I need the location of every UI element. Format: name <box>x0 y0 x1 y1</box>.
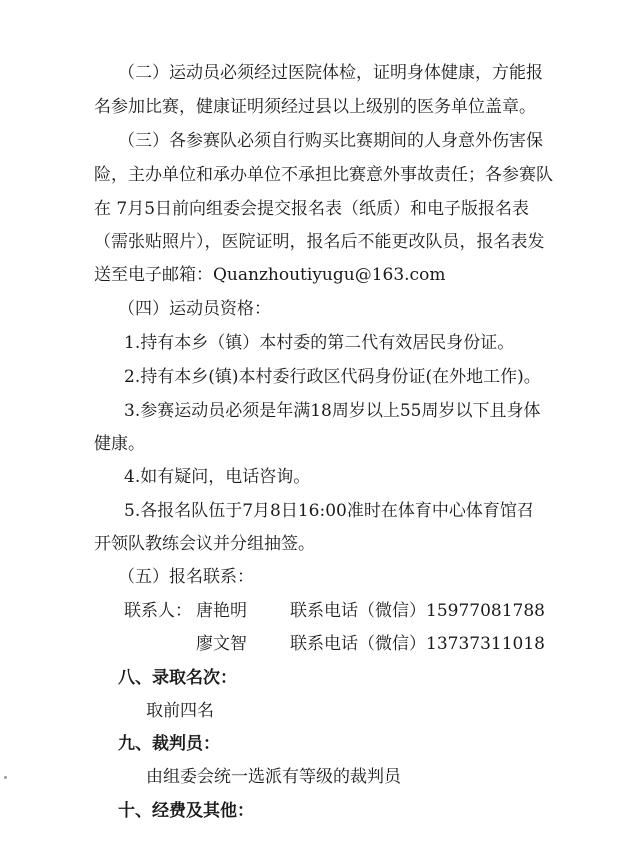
para-3-line-4: （需张贴照片），医院证明，报名后不能更改队员，报名表发 <box>94 232 545 252</box>
para-3-line-5: 送至电子邮箱：Quanzhoutiyugu@163.com <box>94 265 446 285</box>
item-3-line-1: 3.参赛运动员必须是年满18周岁以上55周岁以下且身体 <box>124 401 541 421</box>
contact-1-name: 唐艳明 <box>196 601 247 621</box>
item-5-line-2: 开领队教练会议并分组抽签。 <box>94 534 315 554</box>
para-3-line-2: 险，主办单位和承办单位不承担比赛意外事故责任；各参赛队 <box>94 165 553 185</box>
item-4: 4.如有疑问，电话咨询。 <box>124 467 311 487</box>
item-3-line-2: 健康。 <box>94 434 145 454</box>
section-10-heading: 十、经费及其他： <box>118 801 254 821</box>
para-2-line-1: （二）运动员必须经过医院体检，证明身体健康，方能报 <box>118 63 543 83</box>
contact-2-phone: 联系电话（微信）13737311018 <box>290 634 545 654</box>
para-2-line-2: 名参加比赛，健康证明须经过县以上级别的医务单位盖章。 <box>94 97 536 117</box>
contact-1-phone: 联系电话（微信）15977081788 <box>290 601 545 621</box>
item-1: 1.持有本乡（镇）本村委的第二代有效居民身份证。 <box>124 333 515 353</box>
section-9-body: 由组委会统一选派有等级的裁判员 <box>146 767 401 787</box>
para-3-line-1: （三）各参赛队必须自行购买比赛期间的人身意外伤害保 <box>118 131 543 151</box>
item-5-line-1: 5.各报名队伍于7月8日16:00准时在体育中心体育馆召 <box>124 501 534 521</box>
para-5-heading: （五）报名联系： <box>118 567 254 587</box>
section-8-body: 取前四名 <box>146 701 214 721</box>
contact-2-name: 廖文智 <box>196 634 247 654</box>
scan-speck <box>4 776 7 779</box>
item-2: 2.持有本乡(镇)本村委行政区代码身份证(在外地工作)。 <box>124 367 541 387</box>
section-8-heading: 八、录取名次： <box>118 668 237 688</box>
contact-label: 联系人： <box>124 601 192 621</box>
para-4-heading: （四）运动员资格： <box>118 299 271 319</box>
para-3-line-3: 在 7月5日前向组委会提交报名表（纸质）和电子版报名表 <box>94 199 530 219</box>
section-9-heading: 九、裁判员： <box>118 734 220 754</box>
